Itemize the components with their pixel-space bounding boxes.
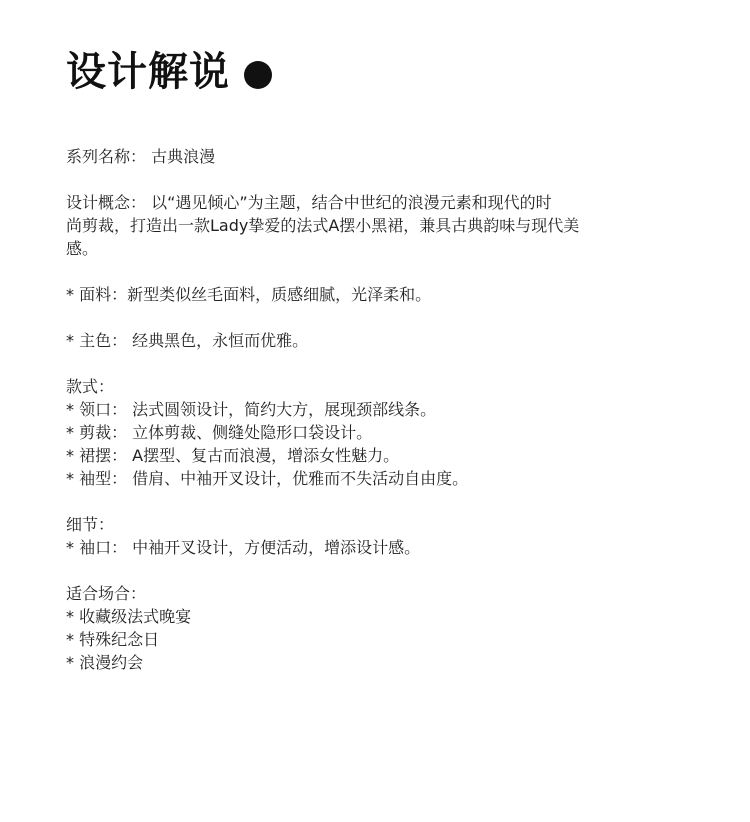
occasion-heading: 适合场合： <box>66 584 147 603</box>
series-name: 系列名称： 古典浪漫 <box>66 147 216 166</box>
style-heading: 款式： <box>66 377 115 396</box>
style-item: * 裙摆： A摆型、复古而浪漫，增添女性魅力。 <box>66 446 400 465</box>
detail-item: * 袖口： 中袖开叉设计，方便活动，增添设计感。 <box>66 538 421 557</box>
style-item: * 剪裁： 立体剪裁、侧缝处隐形口袋设计。 <box>66 423 373 442</box>
occasion-item: * 浪漫约会 <box>66 653 144 672</box>
style-item: * 领口： 法式圆领设计，简约大方，展现颈部线条。 <box>66 400 437 419</box>
description-body <box>66 145 742 674</box>
page-title: 设计解说 <box>66 49 230 95</box>
bullet-dot-icon <box>244 61 272 89</box>
occasion-item: * 特殊纪念日 <box>66 630 160 649</box>
concept-line-2: 尚剪裁，打造出一款Lady挚爱的法式A摆小黑裙，兼具古典韵味与现代美 <box>66 216 580 235</box>
concept-line-3: 感。 <box>66 239 99 258</box>
title-row <box>66 42 272 102</box>
fabric-text: * 面料：新型类似丝毛面料，质感细腻，光泽柔和。 <box>66 285 432 304</box>
main-color-text: * 主色： 经典黑色，永恒而优雅。 <box>66 331 309 350</box>
occasion-item: * 收藏级法式晚宴 <box>66 607 192 626</box>
concept-line-1: 设计概念： 以“遇见倾心”为主题，结合中世纪的浪漫元素和现代的时 <box>66 193 552 212</box>
detail-heading: 细节： <box>66 515 115 534</box>
style-item: * 袖型： 借肩、中袖开叉设计，优雅而不失活动自由度。 <box>66 469 469 488</box>
